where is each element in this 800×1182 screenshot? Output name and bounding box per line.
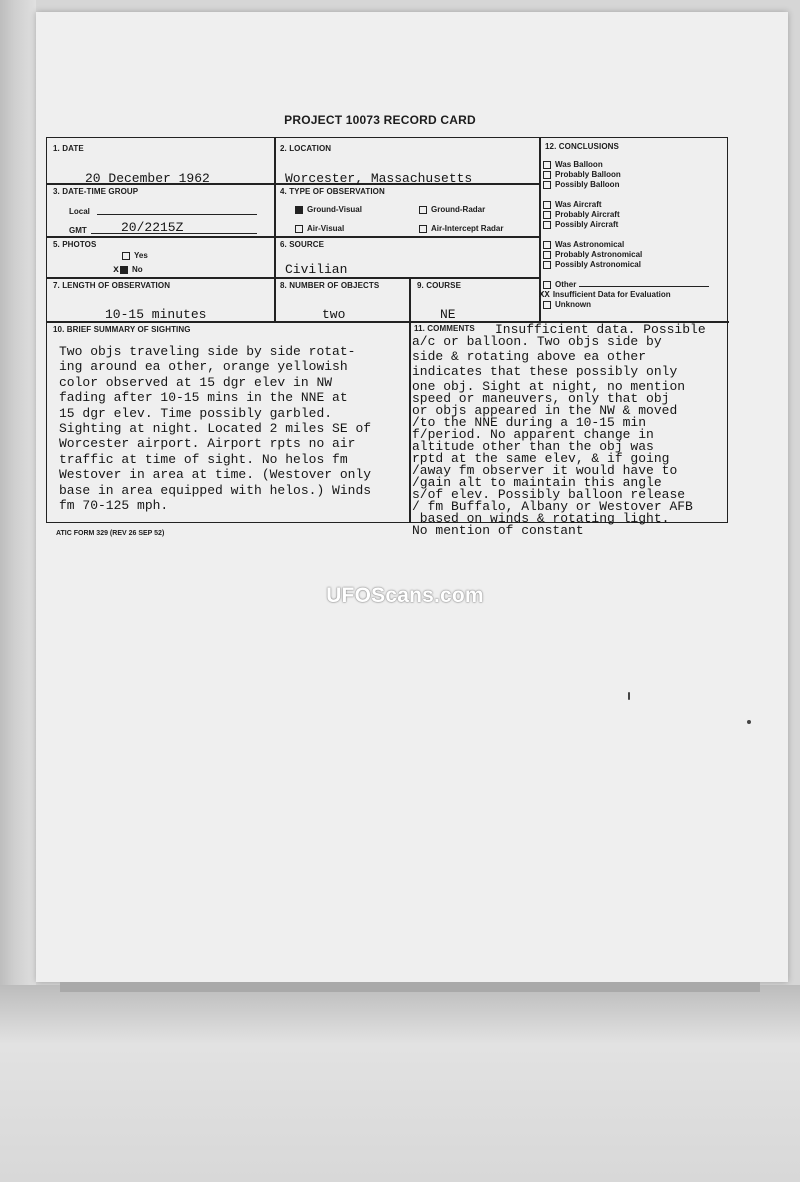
conclusions-label: 12. CONCLUSIONS: [545, 142, 619, 151]
length-label: 7. LENGTH OF OBSERVATION: [53, 281, 171, 290]
conclusion-option[interactable]: Probably Balloon: [543, 170, 621, 179]
comment-line: indicates that these possibly only: [412, 364, 678, 379]
checkbox-icon: [543, 201, 551, 209]
length-value: 10-15 minutes: [105, 307, 207, 322]
course-value: NE: [440, 307, 456, 322]
film-speck: [628, 692, 630, 700]
conclusion-option[interactable]: Other: [543, 280, 709, 289]
checkbox-icon: [543, 261, 551, 269]
conclusion-option[interactable]: Possibly Aircraft: [543, 220, 618, 229]
checkbox-icon: [543, 241, 551, 249]
comment-line: a/c or balloon. Two objs side by: [412, 334, 662, 349]
local-label: Local: [69, 207, 90, 216]
checkbox-icon: [543, 221, 551, 229]
option-air-intercept-radar[interactable]: Air-Intercept Radar: [419, 224, 503, 233]
option-air-visual[interactable]: Air-Visual: [295, 224, 344, 233]
conclusion-option[interactable]: Probably Astronomical: [543, 250, 642, 259]
summary-line: fading after 10-15 mins in the NNE at: [59, 390, 348, 406]
checkbox-icon: [543, 281, 551, 289]
dtg-label: 3. DATE-TIME GROUP: [53, 187, 139, 196]
conclusion-option[interactable]: XX Insufficient Data for Evaluation: [539, 290, 671, 300]
comment-line: / fm Buffalo, Albany or Westover AFB: [412, 499, 693, 514]
gmt-value: 20/2215Z: [121, 220, 184, 235]
conclusion-option[interactable]: Possibly Astronomical: [543, 260, 641, 269]
summary-line: Sighting at night. Located 2 miles SE of: [59, 421, 372, 437]
photos-no[interactable]: x No: [113, 265, 143, 276]
conclusion-option[interactable]: Was Aircraft: [543, 200, 602, 209]
comment-line: altitude other than the obj was: [412, 439, 654, 454]
comments-first-line: Insufficient data. Possible: [495, 322, 706, 337]
comment-line: s/of elev. Possibly balloon release: [412, 487, 686, 502]
checked-mark-icon: XX: [539, 290, 550, 300]
comment-line: side & rotating above ea other: [412, 349, 647, 364]
comment-line: or objs appeared in the NW & moved: [412, 403, 678, 418]
checkbox-icon: [543, 181, 551, 189]
gmt-label: GMT: [69, 226, 87, 235]
summary-line: 15 dgr elev. Time possibly garbled.: [59, 405, 333, 421]
checkbox-icon: [419, 206, 427, 214]
summary-line: traffic at time of sight. No helos fm: [59, 451, 348, 467]
number-label: 8. NUMBER OF OBJECTS: [280, 281, 380, 290]
summary-text: [59, 344, 371, 513]
option-ground-visual[interactable]: Ground-Visual: [295, 205, 362, 214]
comment-line: one obj. Sight at night, no mention: [412, 379, 686, 394]
location-label: 2. LOCATION: [280, 144, 332, 153]
comment-line: based on winds & rotating light.: [412, 511, 670, 526]
comment-line: /gain alt to maintain this angle: [412, 475, 662, 490]
location-value: Worcester, Massachusetts: [285, 171, 473, 186]
form-id: ATIC FORM 329 (REV 26 SEP 52): [56, 530, 165, 537]
comment-line: /away fm observer it would have to: [412, 463, 678, 478]
summary-line: Westover in area at time. (Westover only: [59, 467, 372, 483]
conclusion-option[interactable]: Unknown: [543, 300, 591, 309]
date-label: 1. DATE: [53, 144, 84, 153]
watermark: UFOScans.com: [326, 584, 484, 607]
comment-line: No mention of constant: [412, 523, 584, 538]
photos-yes[interactable]: Yes: [122, 251, 148, 260]
comments-text: [412, 336, 693, 537]
summary-line: Two objs traveling side by side rotat-: [59, 344, 356, 359]
checkbox-icon: [543, 211, 551, 219]
checkbox-icon: [543, 251, 551, 259]
source-value: Civilian: [285, 262, 348, 277]
conclusion-option[interactable]: Was Astronomical: [543, 240, 624, 249]
checkbox-icon: [543, 301, 551, 309]
date-value: 20 December 1962: [85, 171, 210, 186]
course-label: 9. COURSE: [417, 281, 462, 290]
comment-line: /to the NNE during a 10-15 min: [412, 415, 647, 430]
comment-line: f/period. No apparent change in: [412, 427, 654, 442]
summary-line: base in area equipped with helos.) Winds: [59, 482, 372, 498]
photos-label: 5. PHOTOS: [53, 240, 97, 249]
sheet-bottom-edge: [60, 982, 760, 992]
comments-label: 11. COMMENTS: [414, 324, 475, 333]
type-obs-label: 4. TYPE OF OBSERVATION: [280, 187, 385, 196]
summary-line: Worcester airport. Airport rpts no air: [59, 436, 356, 452]
background-lower: [0, 985, 800, 1182]
comment-line: rptd at the same elev, & if going: [412, 451, 670, 466]
summary-label: 10. BRIEF SUMMARY OF SIGHTING: [53, 325, 191, 334]
source-label: 6. SOURCE: [280, 240, 325, 249]
option-ground-radar[interactable]: Ground-Radar: [419, 205, 485, 214]
conclusion-option[interactable]: Probably Aircraft: [543, 210, 620, 219]
summary-line: color observed at 15 dgr elev in NW: [59, 374, 333, 390]
summary-line: ing around ea other, orange yellowish: [59, 359, 348, 375]
number-value: two: [322, 307, 346, 322]
summary-line: fm 70-125 mph.: [59, 498, 169, 514]
checked-box-icon: [120, 266, 128, 274]
checkbox-icon: [543, 161, 551, 169]
comment-line: speed or maneuvers, only that obj: [412, 391, 670, 406]
card-title: PROJECT 10073 RECORD CARD: [284, 113, 476, 127]
checkbox-icon: [543, 171, 551, 179]
conclusion-option[interactable]: Was Balloon: [543, 160, 603, 169]
checkbox-icon: [295, 225, 303, 233]
checked-box-icon: [295, 206, 303, 214]
checkbox-icon: [419, 225, 427, 233]
film-speck: [747, 720, 751, 724]
checkbox-icon: [122, 252, 130, 260]
conclusion-option[interactable]: Possibly Balloon: [543, 180, 619, 189]
